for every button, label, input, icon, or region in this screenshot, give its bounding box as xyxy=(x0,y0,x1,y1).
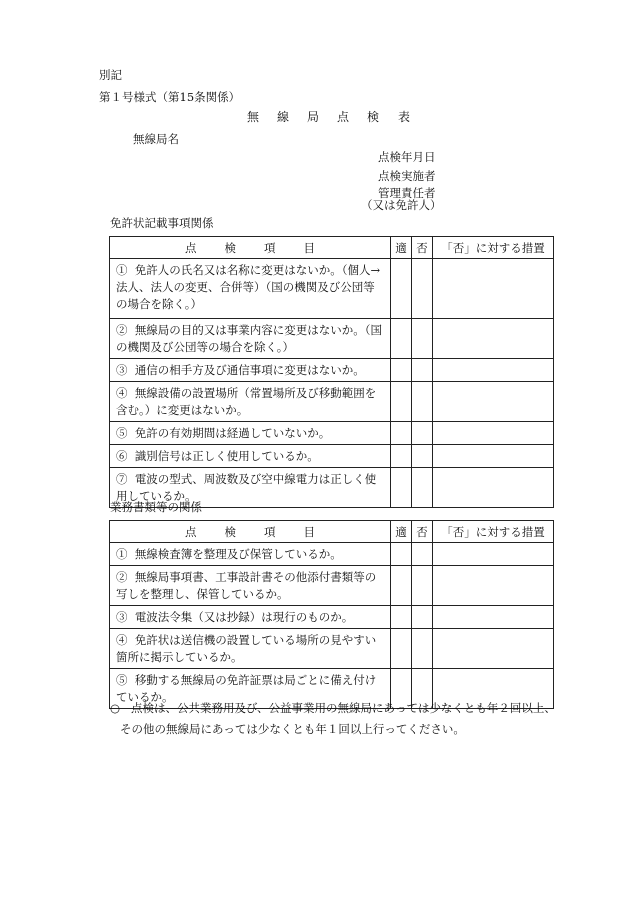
title-char: 点 xyxy=(337,110,350,124)
row-number: ⑤ xyxy=(116,426,128,440)
row-text: 電波の型式、周波数及び空中線電力は正しく使用しているか。 xyxy=(116,472,377,503)
header-item: 点 検 項 目 xyxy=(110,237,391,259)
row-text: 免許の有効期間は経過していないか。 xyxy=(134,426,331,440)
table-row xyxy=(110,259,554,319)
row-text: 電波法令集（又は抄録）は現行のものか。 xyxy=(134,610,354,624)
row-text: 無線局の目的又は事業内容に変更はないか。（国の機関及び公団等の場合を除く。） xyxy=(116,323,383,354)
row-text: 無線局事項書、工事設計書その他添付書類等の写しを整理し、保管しているか。 xyxy=(116,570,377,601)
table-row xyxy=(110,422,554,445)
ng-cell[interactable] xyxy=(412,445,433,468)
table-row xyxy=(110,359,554,382)
ng-cell[interactable] xyxy=(412,319,433,359)
action-cell[interactable] xyxy=(433,468,554,508)
table-row xyxy=(110,566,554,606)
form-name: 第１号様式（第15条関係） xyxy=(99,90,241,104)
ok-cell[interactable] xyxy=(391,382,412,422)
ng-cell[interactable] xyxy=(412,382,433,422)
row-number: ③ xyxy=(116,363,128,377)
row-number: ② xyxy=(116,323,128,337)
ok-cell[interactable] xyxy=(391,566,412,606)
header-ok: 適 xyxy=(391,237,412,259)
row-text: 無線設備の設置場所（常置場所及び移動範囲を含む。）に変更はないか。 xyxy=(116,386,377,417)
row-text: 識別信号は正しく使用しているか。 xyxy=(134,449,319,463)
header-item: 点 検 項 目 xyxy=(110,521,391,543)
header-ok: 適 xyxy=(391,521,412,543)
station-name-label: 無線局名 xyxy=(133,132,179,146)
table-row xyxy=(110,382,554,422)
inspection-date-label: 点検年月日 xyxy=(378,150,436,164)
ng-cell[interactable] xyxy=(412,543,433,566)
ng-cell[interactable] xyxy=(412,606,433,629)
action-cell[interactable] xyxy=(433,629,554,669)
ok-cell[interactable] xyxy=(391,468,412,508)
ng-cell[interactable] xyxy=(412,468,433,508)
action-cell[interactable] xyxy=(433,259,554,319)
header-ng: 否 xyxy=(412,521,433,543)
row-text: 免許状は送信機の設置している場所の見やすい箇所に掲示しているか。 xyxy=(116,633,377,664)
section1-table xyxy=(109,236,554,508)
action-cell[interactable] xyxy=(433,445,554,468)
table-row xyxy=(110,629,554,669)
section1-title: 免許状記載事項関係 xyxy=(110,216,214,230)
row-number: ⑥ xyxy=(116,449,128,463)
action-cell[interactable] xyxy=(433,319,554,359)
header-action: 「否」に対する措置 xyxy=(433,521,554,543)
table-row xyxy=(110,445,554,468)
row-number: ④ xyxy=(116,633,128,647)
ok-cell[interactable] xyxy=(391,259,412,319)
inspector-label: 点検実施者 xyxy=(378,169,436,183)
table-header-row xyxy=(110,521,554,543)
row-text: 通信の相手方及び通信事項に変更はないか。 xyxy=(134,363,365,377)
table-row xyxy=(110,543,554,566)
licensee-label: （又は免許人） xyxy=(361,198,442,212)
ok-cell[interactable] xyxy=(391,359,412,382)
title-char: 無 xyxy=(247,110,260,124)
row-text: 免許人の氏名又は名称に変更はないか。（個人→法人、法人の変更、合併等）（国の機関及び公団等の場合を除く。） xyxy=(116,263,381,311)
ok-cell[interactable] xyxy=(391,629,412,669)
page-title xyxy=(247,108,410,125)
section2-title: 業務書類等の関係 xyxy=(110,500,202,514)
row-number: ④ xyxy=(116,386,128,400)
footnote-text-1: 点検は、公共業務用及び、公益事業用の無線局にあっては少なくとも年２回以上、 xyxy=(131,701,556,715)
row-number: ⑤ xyxy=(116,673,128,687)
ng-cell[interactable] xyxy=(412,359,433,382)
row-number: ③ xyxy=(116,610,128,624)
action-cell[interactable] xyxy=(433,359,554,382)
title-char: 局 xyxy=(307,110,320,124)
table-row xyxy=(110,606,554,629)
ng-cell[interactable] xyxy=(412,566,433,606)
ok-cell[interactable] xyxy=(391,319,412,359)
row-number: ① xyxy=(116,263,128,277)
header-action: 「否」に対する措置 xyxy=(433,237,554,259)
title-char: 検 xyxy=(367,110,380,124)
manager-label: 管理責任者 xyxy=(378,186,436,200)
action-cell[interactable] xyxy=(433,543,554,566)
ng-cell[interactable] xyxy=(412,259,433,319)
section2-table xyxy=(109,520,554,709)
action-cell[interactable] xyxy=(433,566,554,606)
ok-cell[interactable] xyxy=(391,445,412,468)
action-cell[interactable] xyxy=(433,606,554,629)
title-char: 表 xyxy=(398,110,411,124)
title-char: 線 xyxy=(277,110,290,124)
action-cell[interactable] xyxy=(433,382,554,422)
footnote-line2: その他の無線局にあっては少なくとも年１回以上行ってください。 xyxy=(120,722,465,736)
header-ng: 否 xyxy=(412,237,433,259)
ng-cell[interactable] xyxy=(412,422,433,445)
row-text: 移動する無線局の免許証票は局ごとに備え付けているか。 xyxy=(116,673,377,704)
ok-cell[interactable] xyxy=(391,606,412,629)
ok-cell[interactable] xyxy=(391,422,412,445)
row-number: ② xyxy=(116,570,128,584)
action-cell[interactable] xyxy=(433,422,554,445)
row-text: 無線検査簿を整理及び保管しているか。 xyxy=(134,547,342,561)
ok-cell[interactable] xyxy=(391,543,412,566)
footnote-mark: ○ xyxy=(110,701,121,715)
appendix-label: 別記 xyxy=(99,68,122,82)
row-number: ① xyxy=(116,547,128,561)
footnote-line1 xyxy=(110,698,556,718)
row-number: ⑦ xyxy=(116,472,128,486)
table-header-row xyxy=(110,237,554,259)
ng-cell[interactable] xyxy=(412,629,433,669)
table-row xyxy=(110,319,554,359)
